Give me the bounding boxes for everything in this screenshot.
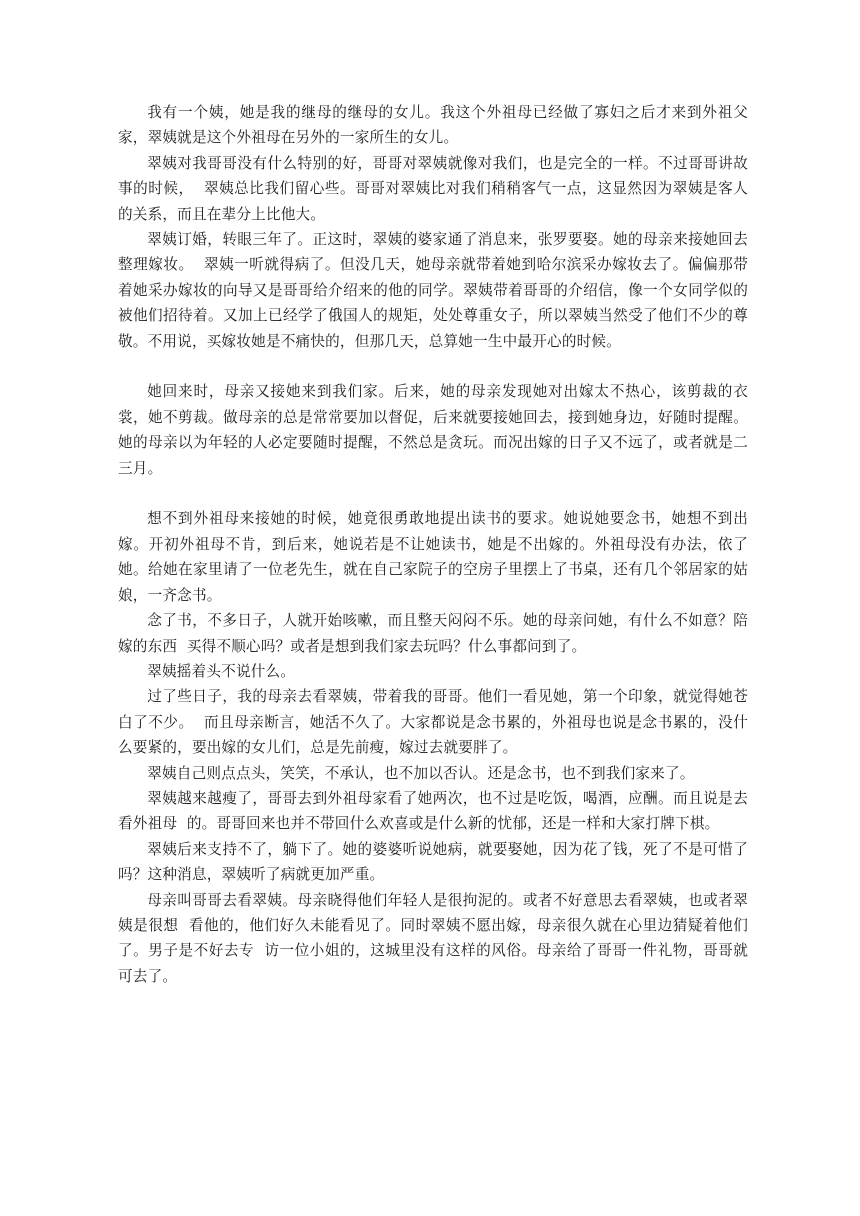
paragraph: 翠姨对我哥哥没有什么特别的好，哥哥对翠姨就像对我们，也是完全的一样。不过哥哥讲故事的时候， 翠姨总比我们留心些。哥哥对翠姨比对我们稍稍客气一点，这显然因为翠姨是客人的关系，而且在辈分上比他大。 bbox=[118, 154, 748, 223]
document-page bbox=[118, 100, 748, 989]
paragraph: 母亲叫哥哥去看翠姨。母亲晓得他们年轻人是很拘泥的。或者不好意思去看翠姨，也或者翠姨是很想 看他的，他们好久未能看见了。同时翠姨不愿出嫁，母亲很久就在心里边猜疑着他们了。男子是不好去专 访一位小姐的，这城里没有这样的风俗。母亲给了哥哥一件礼物，哥哥就可去了。 bbox=[118, 891, 748, 985]
paragraph: 过了些日子，我的母亲去看翠姨，带着我的哥哥。他们一看见她，第一个印象，就觉得她苍白了不少。 而且母亲断言，她活不久了。大家都说是念书累的，外祖母也说是念书累的，没什么要紧的，要出嫁的女儿们，总是先前瘦，嫁过去就要胖了。 bbox=[118, 688, 748, 757]
paragraph: 念了书，不多日子，人就开始咳嗽，而且整天闷闷不乐。她的母亲问她，有什么不如意？陪嫁的东西 买得不顺心吗？或者是想到我们家去玩吗？什么事都问到了。 bbox=[118, 612, 748, 655]
paragraph: 她回来时，母亲又接她来到我们家。后来，她的母亲发现她对出嫁太不热心，该剪裁的衣裳，她不剪裁。做母亲的总是常常要加以督促，后来就要接她回去，接到她身边，好随时提醒。她的母亲以为年轻的人必定要随时提醒，不然总是贪玩。而况出嫁的日子又不远了，或者就是二三月。 bbox=[118, 383, 748, 477]
paragraph: 翠姨摇着头不说什么。 bbox=[147, 662, 296, 680]
paragraph: 翠姨越来越瘦了，哥哥去到外祖母家看了她两次，也不过是吃饭，喝酒，应酬。而且说是去看外祖母 的。哥哥回来也并不带回什么欢喜或是什么新的忧郁，还是一样和大家打牌下棋。 bbox=[118, 789, 748, 833]
paragraph: 翠姨订婚，转眼三年了。正这时，翠姨的婆家通了消息来，张罗要娶。她的母亲来接她回去整理嫁妆。 翠姨一听就得病了。但没几天，她母亲就带着她到哈尔滨采办嫁妆去了。偏偏那带着她采办嫁妆的向导又是哥哥给介绍来的他的同学。翠姨带着哥哥的介绍信，像一个女同学似的被他们招待着。又加上已经学了俄国人的规矩，处处尊重女子，所以翠姨当然受了他们不少的尊敬。不用说，买嫁妆她是不痛快的，但那几天，总算她一生中最开心的时候。 bbox=[118, 231, 748, 350]
paragraph: 翠姨后来支持不了，躺下了。她的婆婆听说她病，就要娶她，因为花了钱，死了不是可惜了吗？这种消息，翠姨听了病就更加严重。 bbox=[118, 840, 748, 884]
paragraph: 翠姨自己则点点头，笑笑，不承认，也不加以否认。还是念书，也不到我们家来了。 bbox=[147, 764, 695, 782]
paragraph: 想不到外祖母来接她的时候，她竟很勇敢地提出读书的要求。她说她要念书，她想不到出嫁。开初外祖母不肯，到后来，她说若是不让她读书，她是不出嫁的。外祖母没有办法，依了她。给她在家里请了一位老先生，就在自己家院子的空房子里摆上了书桌，还有几个邻居家的姑娘，一齐念书。 bbox=[118, 510, 748, 604]
paragraph: 我有一个姨，她是我的继母的继母的女儿。我这个外祖母已经做了寡妇之后才来到外祖父家，翠姨就是这个外祖母在另外的一家所生的女儿。 bbox=[118, 104, 748, 147]
